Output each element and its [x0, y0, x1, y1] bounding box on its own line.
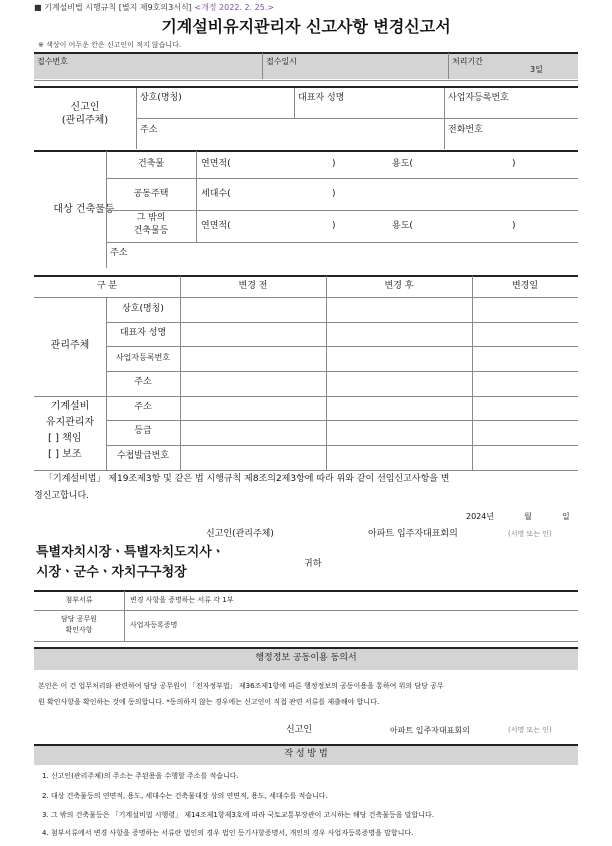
- other-building-label: 그 밖의: [136, 213, 166, 223]
- officer-check-label: 담당 공무원: [60, 615, 98, 623]
- recipient: 특별자치시장ㆍ특별자치도지사ㆍ: [36, 545, 225, 560]
- consent-title: 행정정보 공동이용 동의서: [255, 653, 357, 663]
- row-label: 주소: [134, 377, 152, 387]
- manager-group-label: 관리주체: [50, 340, 90, 351]
- applicant-address-field[interactable]: 주소: [140, 125, 158, 135]
- receipt-date-label: 접수일시: [266, 57, 297, 66]
- officer-check-value: 사업자등록증명: [130, 621, 178, 629]
- form-title: 기계설비유지관리자 신고사항 변경신고서: [161, 17, 451, 36]
- representative-name-field[interactable]: 대표자 성명: [298, 93, 345, 103]
- col-header-date: 변경일: [511, 281, 539, 291]
- date-month[interactable]: 월: [524, 512, 532, 521]
- declaration-text-cont: 경신고합니다.: [34, 491, 90, 501]
- col-header-before: 변경 전: [238, 281, 268, 291]
- apartment-label: 공동주택: [133, 189, 169, 199]
- row-label: 수첩발급번호: [116, 451, 170, 461]
- date-year[interactable]: 2024년: [466, 512, 495, 521]
- other-area-field[interactable]: 연면적(: [201, 221, 231, 231]
- paren: ): [512, 221, 516, 231]
- form-note: ※ 색상이 어두운 칸은 신고인이 적지 않습니다.: [38, 41, 182, 49]
- keeper-chief-checkbox[interactable]: [ ] 책임: [48, 433, 82, 444]
- processing-period-label: 처리기간: [452, 57, 483, 66]
- building-label: 건축물: [137, 159, 165, 169]
- instruction-item: 4. 첨부서류에서 변경 사항을 증명하는 서류란 법인의 경우 법인 등기사항증명서, 개인의 경우 사업자등록증명을 말합니다.: [42, 829, 414, 837]
- applicant-phone-field[interactable]: 전화번호: [448, 125, 483, 135]
- business-number-field[interactable]: 사업자등록번호: [448, 93, 509, 103]
- honorific: 귀하: [304, 559, 322, 569]
- paren: ): [332, 221, 336, 231]
- keeper-group-label-sub: 유지관리자: [45, 417, 95, 428]
- building-address-field[interactable]: 주소: [110, 248, 128, 258]
- row-label: 등급: [134, 426, 152, 436]
- row-label: 대표자 성명: [119, 328, 167, 338]
- consent-signer-label: 신고인: [286, 725, 313, 735]
- instruction-item: 3. 그 밖의 건축물등은 「기계설비법 시행령」 제14조제1항제3호에 따라 국토교통부장관이 고시하는 해당 건축물등을 말합니다.: [42, 811, 434, 819]
- sign-note: (서명 또는 인): [508, 530, 552, 538]
- applicant-label: 신고인: [70, 102, 100, 113]
- row-label: 상호(명칭): [122, 304, 164, 314]
- consent-text: 본인은 이 건 업무처리와 관련하여 담당 공무원이 「전자정부법」 제36조제1항에 따른 행정정보의 공동이용을 통하여 위의 담당 공무: [38, 682, 444, 690]
- keeper-group-label: 기계설비: [50, 401, 90, 412]
- consent-sign-note: (서명 또는 인): [508, 726, 552, 734]
- instruction-item: 2. 대상 건축물등의 연면적, 용도, 세대수는 건축물대장 상의 연면적, 용도, 세대수를 적습니다.: [42, 792, 328, 800]
- paren: ): [332, 189, 336, 199]
- instructions-title: 작 성 방 법: [284, 749, 328, 759]
- consent-text-cont: 원 확인사항을 확인하는 것에 동의합니다. *동의하지 않는 경우에는 신고인이 직접 관련 서류를 제출해야 합니다.: [38, 698, 380, 706]
- date-day[interactable]: 일: [562, 512, 570, 521]
- attachments-label: 첨부서류: [65, 596, 93, 604]
- applicant-label-sub: (관리주체): [61, 115, 109, 126]
- signer-label: 신고인(관리주체): [206, 529, 274, 539]
- building-area-field[interactable]: 연면적(: [201, 159, 231, 169]
- recipient-sub: 시장ㆍ군수ㆍ자치구구청장: [36, 565, 187, 580]
- target-building-label: 대상 건축물등: [53, 204, 115, 215]
- receipt-number-label: 접수번호: [37, 57, 68, 66]
- receipt-row: [34, 53, 578, 79]
- row-label: 주소: [134, 402, 152, 412]
- col-header-after: 변경 후: [384, 281, 414, 291]
- other-building-label-sub: 건축물등: [133, 226, 169, 236]
- company-name-field[interactable]: 상호(명칭): [140, 93, 182, 103]
- declaration-text: 「기계설비법」 제19조제3항 및 같은 법 시행규칙 제8조의2제3항에 따라 위와 같이 선임신고사항을 변: [44, 474, 450, 484]
- building-use-field[interactable]: 용도(: [392, 159, 413, 169]
- consent-signer-name: 아파트 입주자대표회의: [390, 726, 470, 735]
- row-label: 사업자등록번호: [115, 353, 171, 362]
- form-rule-reference: ■ 기계설비법 시행규칙 [별지 제9호의3서식] <개정 2022. 2. 25.>: [34, 3, 275, 12]
- processing-period-value: 3일: [530, 65, 543, 74]
- signer-name: 아파트 입주자대표회의: [368, 529, 458, 539]
- col-header-category: 구 분: [96, 281, 118, 291]
- keeper-assistant-checkbox[interactable]: [ ] 보조: [48, 449, 82, 460]
- other-use-field[interactable]: 용도(: [392, 221, 413, 231]
- households-field[interactable]: 세대수(: [201, 189, 231, 199]
- paren: ): [512, 159, 516, 169]
- paren: ): [332, 159, 336, 169]
- officer-check-label-sub: 확인사항: [65, 626, 93, 634]
- instruction-item: 1. 신고인(관리주체)의 주소는 주된용을 수행할 주소를 적습니다.: [42, 772, 239, 780]
- attachments-value: 변경 사항을 증명하는 서류 각 1부: [130, 596, 234, 604]
